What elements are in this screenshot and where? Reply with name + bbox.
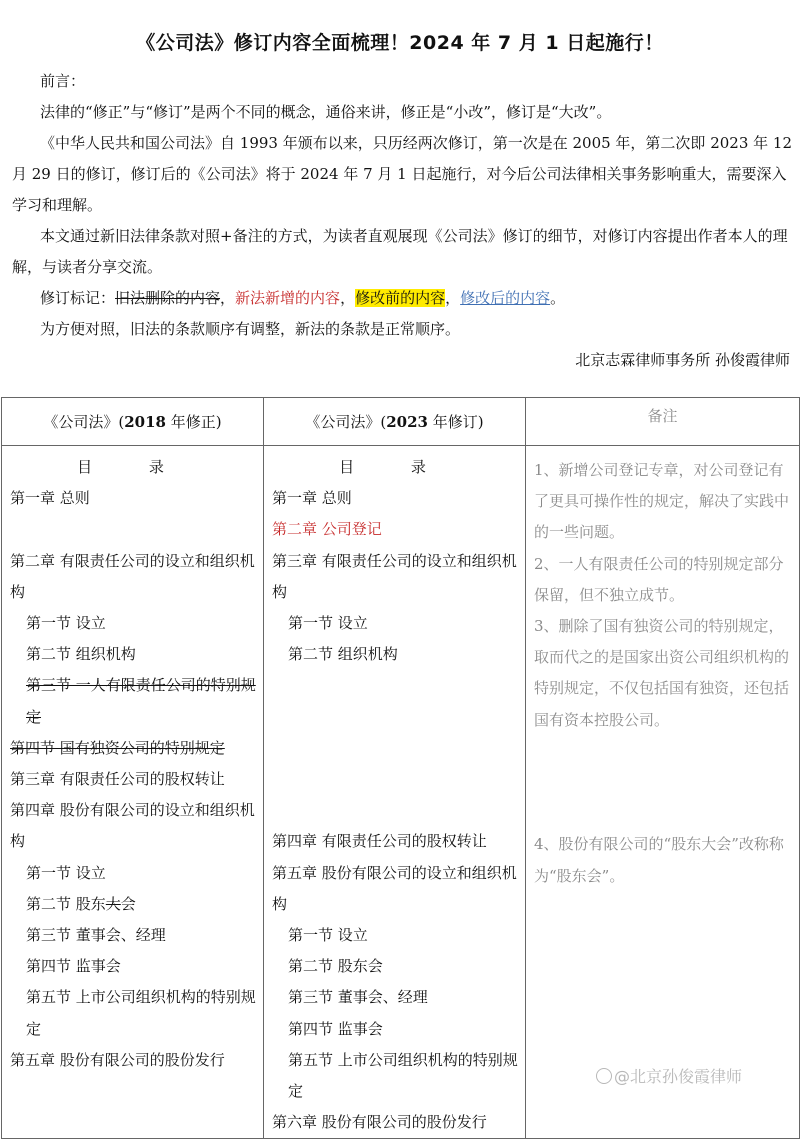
new-chapter-4: 第四章 有限责任公司的股权转让 xyxy=(272,832,487,851)
new-ch5-section-5: 第五节 上市公司组织机构的特别规定 xyxy=(288,1050,518,1100)
comparison-table xyxy=(1,397,800,1139)
new-ch5-section-2: 第二节 股东会 xyxy=(288,957,383,976)
watermark xyxy=(596,1064,742,1087)
spacer xyxy=(534,767,793,798)
author-signature: 北京志霖律师事务所 孙俊霞律师 xyxy=(575,351,790,369)
new-law-column xyxy=(264,446,526,1139)
legend-end: 。 xyxy=(550,289,566,307)
new-ch5-section-1: 第一节 设立 xyxy=(288,925,368,944)
old-chapter-2: 第二章 有限责任公司的设立和组织机构 xyxy=(10,551,255,601)
spacer xyxy=(10,514,257,545)
intro-paragraph-3: 本文通过新旧法律条款对照+备注的方式，为读者直观展现《公司法》修订的细节，对修订内容提出作者本人的理解，与读者分享交流。 xyxy=(12,227,788,276)
spacer xyxy=(272,702,519,733)
old-ch2-section-4-deleted: 第四节 国有独资公司的特别规定 xyxy=(10,738,225,757)
new-chapter-1: 第一章 总则 xyxy=(272,489,352,508)
table-header-row xyxy=(2,398,800,446)
header-new-law xyxy=(264,398,526,446)
old-ch4-section-3: 第三节 董事会、经理 xyxy=(26,926,166,945)
new-ch5-section-4: 第四节 监事会 xyxy=(288,1019,383,1038)
header-new-prefix: 《公司法》( xyxy=(305,413,387,431)
watermark-logo-icon xyxy=(596,1068,612,1084)
legend-added: 新法新增的内容 xyxy=(235,289,341,307)
table-row xyxy=(2,446,800,1139)
old-ch2-section-2: 第二节 组织机构 xyxy=(26,645,136,664)
header-new-year: 2023 xyxy=(386,413,428,431)
header-old-suffix: 年修正) xyxy=(165,413,222,431)
spacer xyxy=(272,764,519,795)
old-ch4-s2-deleted-char: 大 xyxy=(105,894,121,913)
watermark-text: @北京孙俊霞律师 xyxy=(614,1067,743,1086)
revision-legend xyxy=(12,283,792,314)
old-ch4-section-4: 第四节 监事会 xyxy=(26,957,121,976)
legend-separator: ， xyxy=(220,289,236,307)
legend-before: 修改前的内容 xyxy=(355,289,446,307)
new-chapter-3: 第三章 有限责任公司的设立和组织机构 xyxy=(272,551,517,601)
new-ch3-section-1: 第一节 设立 xyxy=(288,614,368,633)
spacer xyxy=(272,733,519,764)
old-chapter-1: 第一章 总则 xyxy=(10,489,90,508)
spacer xyxy=(534,736,793,767)
new-chapter-5: 第五章 股份有限公司的设立和组织机构 xyxy=(272,863,517,913)
legend-separator: ， xyxy=(445,289,461,307)
toc-heading: 目 录 xyxy=(77,458,190,476)
note-4: 4、股份有限公司的“股东大会”改称称为“股东会”。 xyxy=(534,835,784,885)
old-ch4-section-5: 第五节 上市公司组织机构的特别规定 xyxy=(26,988,256,1038)
old-ch4-section-1: 第一节 设立 xyxy=(26,863,106,882)
notes-column xyxy=(526,446,800,1139)
old-ch4-section-2 xyxy=(10,889,257,920)
new-chapter-6: 第六章 股份有限公司的股份发行 xyxy=(272,1113,487,1132)
page-title: 《公司法》修订内容全面梳理！2024 年 7 月 1 日起施行！ xyxy=(136,32,664,54)
old-ch2-section-1: 第一节 设立 xyxy=(26,614,106,632)
toc-heading: 目 录 xyxy=(339,458,452,476)
legend-separator: ， xyxy=(340,289,356,307)
header-old-prefix: 《公司法》( xyxy=(43,413,125,431)
old-chapter-4: 第四章 股份有限公司的设立和组织机构 xyxy=(10,801,255,851)
old-ch4-s2-text-end: 会 xyxy=(120,894,136,913)
note-2: 2、一人有限责任公司的特别规定部分保留，但不独立成节。 xyxy=(534,554,784,604)
legend-label: 修订标记： xyxy=(40,289,116,307)
intro-section xyxy=(12,66,792,376)
new-ch5-section-3: 第三节 董事会、经理 xyxy=(288,988,428,1007)
legend-after: 修改后的内容 xyxy=(460,289,551,307)
old-ch2-section-3-deleted: 第三节 一人有限责任公司的特别规定 xyxy=(26,676,256,726)
note-3: 3、删除了国有独资公司的特别规定，取而代之的是国家出资公司组织机构的特别规定，不仅包括国有独资，还包括国有资本控股公司。 xyxy=(534,617,790,729)
spacer xyxy=(272,670,519,701)
header-new-suffix: 年修订) xyxy=(427,413,484,431)
header-notes: 备注 xyxy=(526,398,800,446)
spacer xyxy=(272,795,519,826)
new-ch3-section-2: 第二节 组织机构 xyxy=(288,645,398,664)
old-chapter-5: 第五章 股份有限公司的股份发行 xyxy=(10,1050,225,1069)
new-chapter-2-added: 第二章 公司登记 xyxy=(272,520,382,539)
old-ch4-s2-text: 第二节 股东 xyxy=(26,894,106,913)
intro-paragraph-5: 为方便对照，旧法的条款顺序有调整，新法的条款是正常顺序。 xyxy=(40,320,461,338)
header-old-law xyxy=(2,398,264,446)
intro-paragraph-2: 《中华人民共和国公司法》自 1993 年颁布以来，只历经两次修订，第一次是在 2005 年，第二次即 2023 年 12 月 29 日的修订，修订后的《公司法》将于 2024 年 7 月 1 日起施行，对今后公司法律相关事务影响重大，需要深入学习和理解。 xyxy=(12,134,792,214)
spacer xyxy=(534,798,793,829)
legend-deleted: 旧法删除的内容 xyxy=(115,289,221,307)
intro-paragraph-1: 法律的“修正”与“修订”是两个不同的概念，通俗来讲，修正是“小改”，修订是“大改”。 xyxy=(40,103,612,121)
note-1: 1、新增公司登记专章，对公司登记有了更具可操作性的规定，解决了实践中的一些问题。 xyxy=(534,461,790,542)
old-chapter-3: 第三章 有限责任公司的股权转让 xyxy=(10,770,225,789)
old-law-column xyxy=(2,446,264,1139)
preface-label: 前言： xyxy=(40,72,86,90)
header-old-year: 2018 xyxy=(124,413,166,431)
